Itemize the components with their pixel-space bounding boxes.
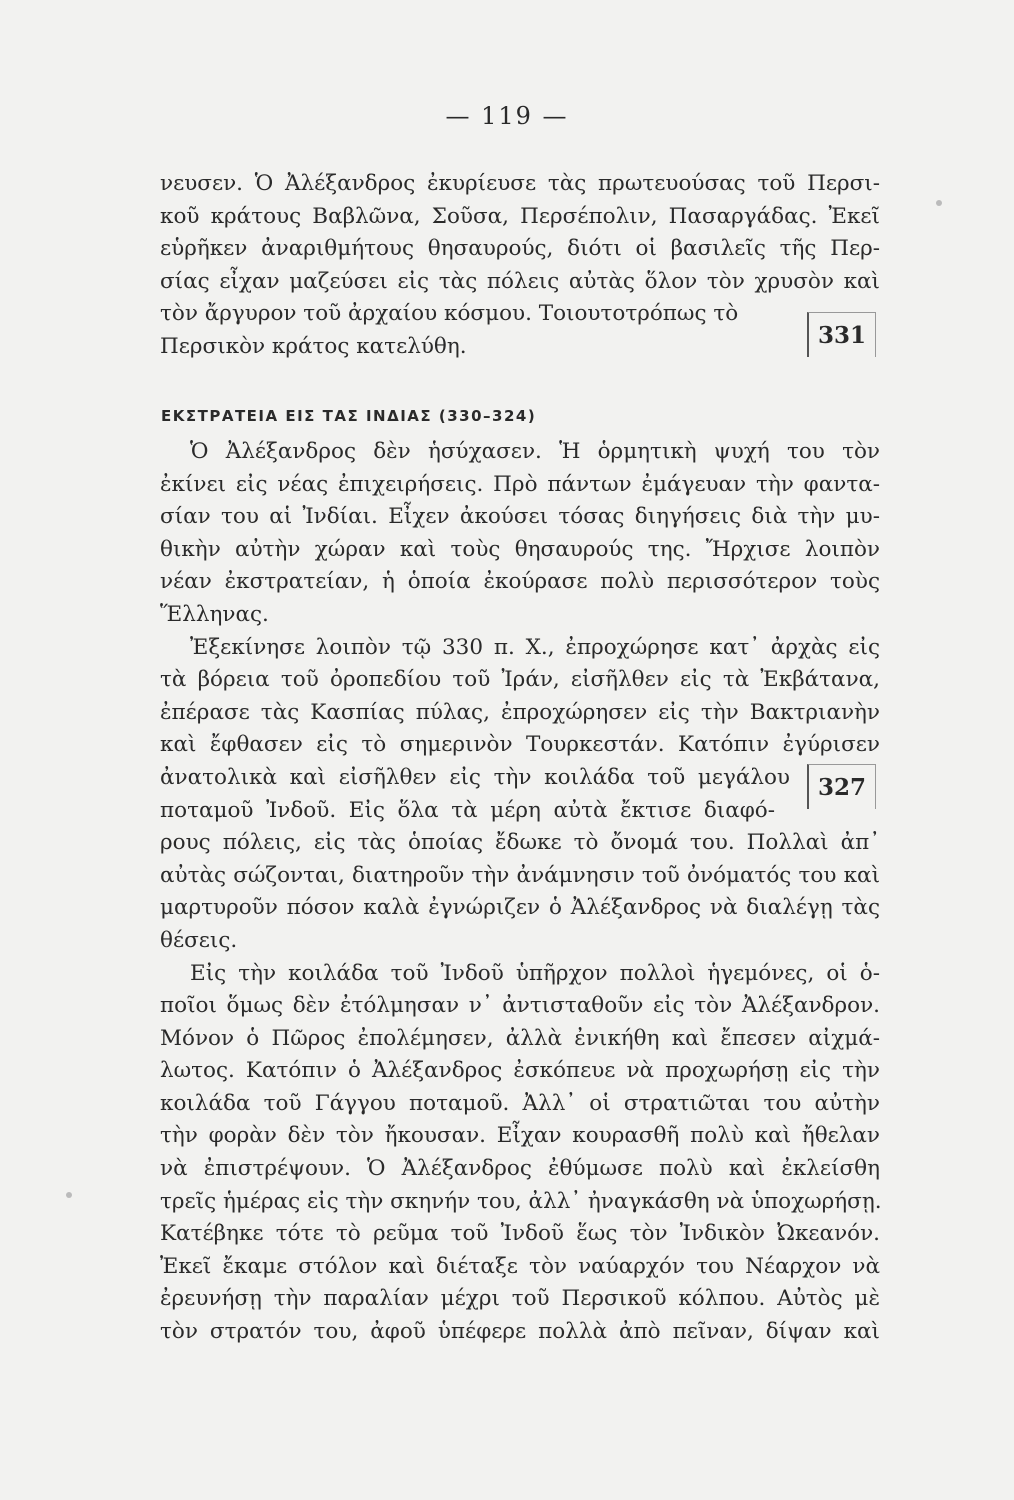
text-line: Ἐκεῖ ἔκαμε στόλον καὶ διέταξε τὸν ναύαρχόν του Νέαρχον νὰ	[160, 1253, 880, 1279]
text-line: θικὴν αὐτὴν χώραν καὶ τοὺς θησαυρούς της. Ἤρχισε λοιπὸν	[160, 536, 880, 562]
text-line: ἐρευνήσῃ τὴν παραλίαν μέχρι τοῦ Περσικοῦ κόλπου. Αὐτὸς μὲ	[160, 1286, 880, 1312]
text-line: εὑρῆκεν ἀναριθμήτους θησαυρούς, διότι οἱ βασιλεῖς τῆς Περ-	[160, 236, 880, 262]
page-speck	[66, 1192, 72, 1198]
text-line: Κατέβηκε τότε τὸ ρεῦμα τοῦ Ἰνδοῦ ἕως τὸν Ἰνδικὸν Ὠκεανόν.	[160, 1221, 880, 1247]
text-line: Μόνον ὁ Πῶρος ἐπολέμησεν, ἀλλὰ ἐνικήθη καὶ ἔπεσεν αἰχμά-	[160, 1025, 880, 1051]
text-line: τὴν φορὰν δὲν τὸν ἤκουσαν. Εἶχαν κουρασθῆ πολὺ καὶ ἤθελαν	[160, 1123, 880, 1149]
text-line: ἀνατολικὰ καὶ εἰσῆλθεν εἰς τὴν κοιλάδα τοῦ μεγάλου	[160, 764, 790, 790]
text-line: μαρτυροῦν πόσον καλὰ ἐγνώριζεν ὁ Ἀλέξανδρος νὰ διαλέγῃ τὰς	[160, 895, 880, 921]
text-line: Ἐξεκίνησε λοιπὸν τῷ 330 π. Χ., ἐπροχώρησε κατ᾽ ἀρχὰς εἰς	[190, 634, 880, 660]
text-line: κοιλάδα τοῦ Γάγγου ποταμοῦ. Ἀλλ᾽ οἱ στρατιῶται του αὐτὴν	[160, 1090, 880, 1116]
text-line: ρους πόλεις, εἰς τὰς ὁποίας ἔδωκε τὸ ὄνομά του. Πολλαὶ ἀπ᾽	[160, 830, 880, 856]
text-line: αὐτὰς σώζονται, διατηροῦν τὴν ἀνάμνησιν τοῦ ὀνόματός του καὶ	[160, 862, 880, 888]
text-line: ποταμοῦ Ἰνδοῦ. Εἰς ὅλα τὰ μέρη αὐτὰ ἔκτισε διαφό-	[160, 797, 775, 823]
text-line: κοῦ κράτους Βαβλῶνα, Σοῦσα, Περσέπολιν, Πασαργάδας. Ἐκεῖ	[160, 203, 880, 229]
text-line: ποῖοι ὅμως δὲν ἐτόλμησαν ν᾽ ἀντισταθοῦν εἰς τὸν Ἀλέξανδρον.	[160, 993, 880, 1019]
text-line: τρεῖς ἡμέρας εἰς τὴν σκηνήν του, ἀλλ᾽ ἠναγκάσθη νὰ ὑποχωρήσῃ.	[160, 1188, 882, 1214]
text-line: Ὁ Ἀλέξανδρος δὲν ἡσύχασεν. Ἡ ὁρμητικὴ ψυχή του τὸν	[190, 439, 880, 464]
text-line: λωτος. Κατόπιν ὁ Ἀλέξανδρος ἐσκόπευε νὰ προχωρήσῃ εἰς τὴν	[160, 1058, 880, 1084]
section-heading: ΕΚΣΤΡΑΤΕΙΑ ΕΙΣ ΤΑΣ ΙΝΔΙΑΣ (330–324)	[161, 407, 537, 425]
text-line: καὶ ἔφθασεν εἰς τὸ σημερινὸν Τουρκεστάν. Κατόπιν ἐγύρισεν	[160, 732, 880, 758]
margin-note-box: 327	[807, 764, 876, 809]
text-line: τὸν στρατόν του, ἀφοῦ ὑπέφερε πολλὰ ἀπὸ πεῖναν, δίψαν καὶ	[160, 1319, 880, 1345]
margin-note-box: 331	[807, 312, 876, 357]
paragraph-india-campaign	[160, 436, 880, 1349]
text-line: ἐπέρασε τὰς Κασπίας πύλας, ἐπροχώρησεν εἰς τὴν Βακτριανὴν	[160, 699, 880, 725]
text-line: σίαν του αἱ Ἰνδίαι. Εἶχεν ἀκούσει τόσας διηγήσεις διὰ τὴν μυ-	[160, 504, 880, 530]
paragraph-persian-conquest	[160, 168, 880, 364]
text-line: τὰ βόρεια τοῦ ὀροπεδίου τοῦ Ἰράν, εἰσῆλθεν εἰς τὰ Ἐκβάτανα,	[160, 667, 880, 693]
text-line: Εἰς τὴν κοιλάδα τοῦ Ἰνδοῦ ὑπῆρχον πολλοὶ ἡγεμόνες, οἱ ὁ-	[190, 960, 880, 986]
text-line: ἐκίνει εἰς νέας ἐπιχειρήσεις. Πρὸ πάντων ἐμάγευαν τὴν φαντα-	[160, 471, 880, 497]
text-line: νὰ ἐπιστρέψουν. Ὁ Ἀλέξανδρος ἐθύμωσε πολὺ καὶ ἐκλείσθη	[160, 1156, 880, 1182]
text-line: νευσεν. Ὁ Ἀλέξανδρος ἐκυρίευσε τὰς πρωτευούσας τοῦ Περσι-	[160, 171, 880, 196]
text-line: νέαν ἐκστρατείαν, ἡ ὁποία ἐκούρασε πολὺ περισσότερον τοὺς	[160, 569, 880, 595]
text-line: τὸν ἄργυρον τοῦ ἀρχαίου κόσμου. Τοιουτοτρόπως τὸ	[160, 301, 739, 327]
page-speck	[936, 200, 942, 206]
text-line: Ἕλληνας.	[160, 601, 269, 627]
text-line: σίας εἶχαν μαζεύσει εἰς τὰς πόλεις αὐτὰς ὅλον τὸν χρυσὸν καὶ	[160, 268, 880, 294]
text-line: Περσικὸν κράτος κατελύθη.	[160, 333, 467, 359]
text-line: θέσεις.	[160, 927, 238, 953]
page-number: — 119 —	[445, 102, 569, 130]
